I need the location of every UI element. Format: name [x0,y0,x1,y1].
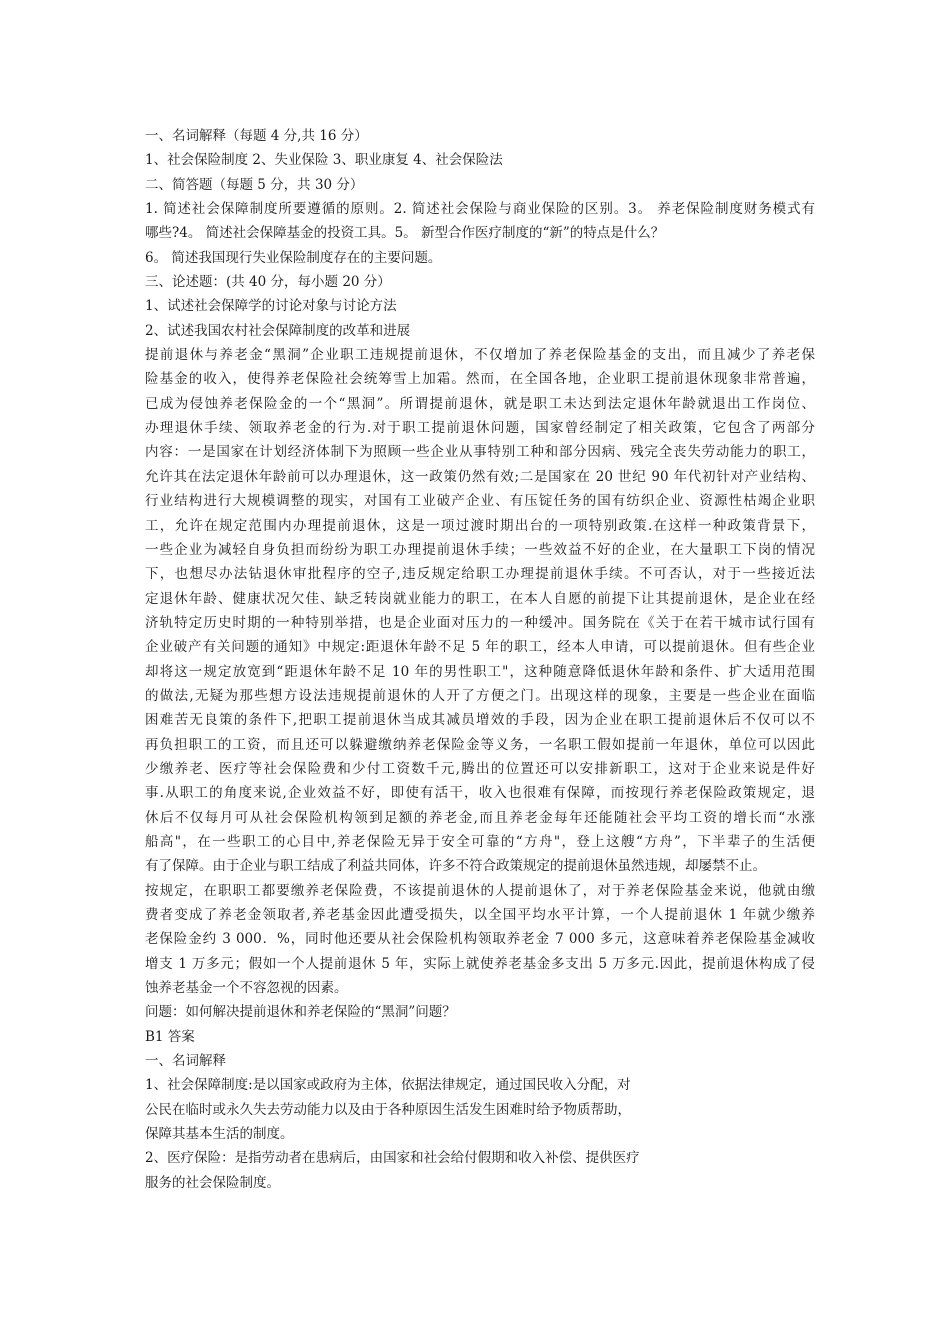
text-line: 有了保障。由于企业与职工结成了利益共同体，许多不符合政策规定的提前退休虽然违规，却屡禁不止。 [145,858,766,875]
text-line: 险基金的收入，使得养老保险社会统筹雪上加霜。然而，在全国各地，企业职工提前退休现象非常普遍， [145,371,815,388]
text-line: 船高"，在一些职工的心目中,养老保险无异于安全可靠的“方舟"，登上这艘“方舟”，下半辈子的生活便 [145,833,815,850]
text-line: 2、医疗保险：是指劳动者在患病后，由国家和社会给付假期和收入补偿、提供医疗 [145,1150,640,1167]
text-line: 事.从职工的角度来说,企业效益不好，即使有活干，收入也很难有保障，而按现行养老保险政策规定，退 [145,785,815,802]
text-line: 服务的社会保险制度。 [145,1174,280,1191]
text-line: 2、试述我国农村社会保障制度的改革和进展 [145,322,411,339]
text-line: 提前退休与养老金“黑洞”企业职工违规提前退休，不仅增加了养老保险基金的支出，而且减少了养老保 [145,347,815,364]
text-line: 6。 简述我国现行失业保险制度存在的主要问题。 [145,249,442,266]
text-line: 下，也想尽办法钻退休审批程序的空子,违反规定给职工办理提前退休手续。不可否认，对于一些接近法 [145,566,815,583]
text-line: 再负担职工的工资，而且还可以躲避缴纳养老保险金等义务，一名职工假如提前一年退休，单位可以因此 [145,736,815,753]
text-line: 增支 1 万多元；假如一个人提前退休 5 年，实际上就使养老基金多支出 5 万多元.因此，提前退休构成了侵 [145,955,815,972]
text-line: 蚀养老基金一个不容忽视的因素。 [145,980,348,997]
text-line: 企业破产有关问题的通知》中规定:距退休年龄不足 5 年的职工，经本人申请，可以提前退休。但有些企业 [145,639,815,656]
text-line: 三、论述题：(共 40 分，每小题 20 分） [145,274,391,291]
text-line: 济轨特定历史时期的一种特别举措，也是企业面对压力的一种缓冲。国务院在《关于在若干城市试行国有 [145,614,815,631]
text-line: 一、名词解释（每题 4 分,共 16 分） [145,128,368,144]
text-line: 困难苦无良策的条件下,把职工提前退休当成其减员增效的手段，因为企业在职工提前退休后不仅可以不 [145,712,815,729]
text-line: B1 答案 [145,1028,195,1045]
text-line: 二、简答题（每题 5 分，共 30 分） [145,176,364,193]
text-line: 的做法,无疑为那些想方设法违规提前退休的人开了方便之门。出现这样的现象，主要是一些企业在面临 [145,687,815,704]
text-line: 1、社会保险制度 2、失业保险 3、职业康复 4、社会保险法 [145,152,503,169]
text-line: 一、名词解释 [145,1053,226,1070]
document-body [145,124,815,1195]
text-line: 却将这一规定放宽到“距退休年龄不足 10 年的男性职工"，这种随意降低退休年龄和条件、扩大适用范围 [145,663,815,680]
text-line: 保障其基本生活的制度。 [145,1126,294,1143]
text-line: 内容：一是国家在计划经济体制下为照顾一些企业从事特别工种和部分因病、残完全丧失劳动能力的职工， [145,444,815,461]
text-line: 按规定，在职职工都要缴养老保险费，不该提前退休的人提前退休了，对于养老保险基金来说，他就由缴 [145,882,815,899]
text-line: 少缴养老、医疗等社会保险费和少付工资数千元,腾出的位置还可以安排新职工，这对于企业来说是件好 [145,760,815,777]
text-line: 1. 简述社会保障制度所要遵循的原则。2. 简述社会保险与商业保险的区别。3。 养老保险制度财务模式有 [145,201,815,218]
text-line: 1、社会保障制度:是以国家或政府为主体，依据法律规定，通过国民收入分配，对 [145,1077,631,1094]
text-line: 哪些?4。 简述社会保障基金的投资工具。5。 新型合作医疗制度的“新”的特点是什么？ [145,225,665,242]
text-line: 公民在临时或永久失去劳动能力以及由于各种原因生活发生困难时给予物质帮助， [145,1101,631,1118]
text-line: 工，允许在规定范围内办理提前退休，这是一项过渡时期出台的一项特别政策.在这样一种政策背景下， [145,517,815,534]
text-line: 一些企业为减轻自身负担而纷纷为职工办理提前退休手续；一些效益不好的企业，在大量职工下岗的情况 [145,541,815,558]
text-line: 办理退休手续、领取养老金的行为.对于职工提前退休问题，国家曾经制定了相关政策，它包含了两部分 [145,420,815,437]
text-line: 允许其在法定退休年龄前可以办理退休，这一政策仍然有效;二是国家在 20 世纪 90 年代初针对产业结构、 [145,468,815,485]
text-line: 1、试述社会保障学的讨论对象与讨论方法 [145,298,397,315]
text-line: 休后不仅每月可从社会保险机构领到足额的养老金,而且养老金每年还能随社会平均工资的增长而“水涨 [145,809,815,826]
text-line: 行业结构进行大规模调整的现实，对国有工业破产企业、有压锭任务的国有纺织企业、资源性枯竭企业职 [145,493,815,510]
text-line: 定退休年龄、健康状况欠佳、缺乏转岗就业能力的职工，在本人自愿的前提下让其提前退休，是企业在经 [145,590,815,607]
text-line: 问题：如何解决提前退休和养老保险的“黑洞”问题？ [145,1004,456,1021]
text-line: 已成为侵蚀养老保险金的一个“黑洞”。所谓提前退休，就是职工未达到法定退休年龄就退出工作岗位、 [145,395,815,412]
text-line: 费者变成了养老金领取者,养老基金因此遭受损失，以全国平均水平计算，一个人提前退休 1 年就少缴养 [145,907,815,923]
text-line: 老保险金约 3 000．%，同时他还要从社会保险机构领取养老金 7 000 多元，这意味着养老保险基金减收 [145,931,815,948]
